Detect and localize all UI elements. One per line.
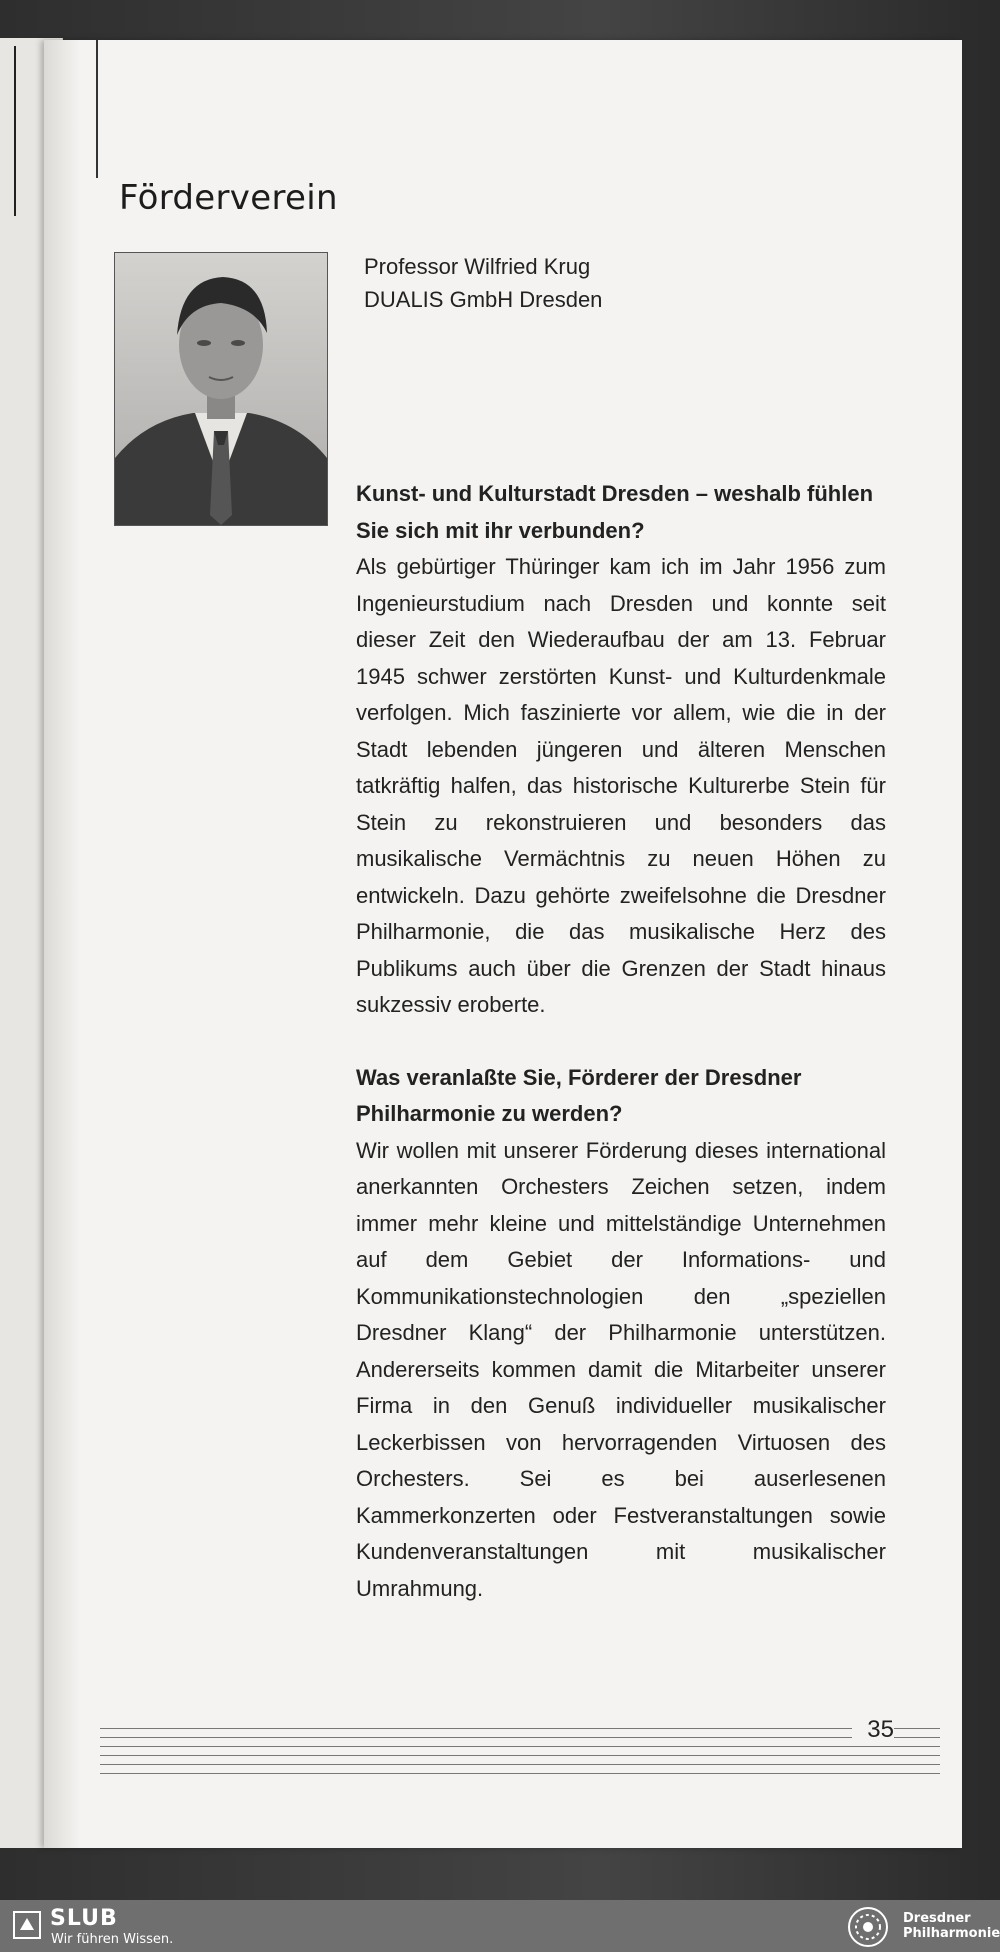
partner-logo-text	[903, 1911, 1000, 1941]
author-name: Professor Wilfried Krug	[364, 254, 591, 279]
footer-rules	[100, 1728, 940, 1774]
facing-page-rule	[14, 46, 16, 216]
paragraph-gap	[356, 1024, 886, 1060]
philharmonie-logo-icon[interactable]	[840, 1905, 896, 1949]
footer-rule-line	[100, 1773, 940, 1774]
slub-logo-icon[interactable]	[12, 1910, 42, 1940]
header-vertical-rule	[96, 40, 98, 178]
library-claim: Wir führen Wissen.	[51, 1932, 174, 1947]
author-block	[364, 250, 884, 316]
author-portrait	[114, 252, 328, 526]
footer-rule-line	[100, 1746, 940, 1747]
author-company: DUALIS GmbH Dresden	[364, 287, 603, 312]
document-page	[44, 40, 962, 1848]
page-number: 35	[852, 1716, 894, 1744]
library-name[interactable]: SLUB	[50, 1906, 118, 1931]
footer-rule-line	[100, 1755, 940, 1756]
interview-article	[356, 476, 886, 1607]
portrait-image	[115, 253, 327, 525]
section-title: Förderverein	[119, 178, 338, 218]
footer-rule-line	[100, 1764, 940, 1765]
question-1: Kunst- und Kulturstadt Dresden – weshalb fühlen Sie sich mit ihr verbunden?	[356, 481, 874, 543]
viewer-footer-bar	[0, 1900, 1000, 1952]
partner-line-2: Philharmonie	[903, 1926, 1000, 1941]
footer-rule-line	[100, 1728, 940, 1729]
answer-1: Als gebürtiger Thüringer kam ich im Jahr 1956 zum Ingenieurstudium nach Dresden und konnte seit dieser Zeit den Wiederaufbau der am 13. Februar 1945 schwer zerstörten Kunst- und Kulturdenkmale verfolgen. Mich faszinierte vor allem, wie die in der Stadt lebenden jüngeren und älteren Menschen tatkräftig halfen, das historische Kulturerbe Stein für Stein zu rekonstruieren und besonders das musikalische Vermächtnis zu neuen Höhen zu entwickeln. Dazu gehörte zweifelsohne die Dresdner Philharmonie, die das musikalische Herz des Publikums auch über die Grenzen der Stadt hinaus sukzessiv eroberte.	[356, 554, 886, 1017]
partner-line-1: Dresdner	[903, 1911, 971, 1926]
question-2: Was veranlaßte Sie, Förderer der Dresdner Philharmonie zu werden?	[356, 1064, 802, 1126]
answer-2: Wir wollen mit unserer Förderung dieses international anerkannten Orchesters Zeichen setzen, indem immer mehr kleine und mittelständige Unternehmen auf dem Gebiet der Informations- und Kommunikationstechnologien den „speziellen Dresdner Klang“ der Philharmonie unterstützen. Andererseits kommen damit die Mitarbeiter unserer Firma in den Genuß individueller musikalischer Leckerbissen von hervorragenden Virtuosen des Orchesters. Sei es bei auserlesenen Kammerkonzerten oder Festveranstaltungen sowie Kundenveranstaltungen mit musikalischer Umrahmung.	[356, 1137, 886, 1601]
page-fold-shadow	[44, 40, 80, 1848]
footer-rule-line	[100, 1737, 940, 1738]
